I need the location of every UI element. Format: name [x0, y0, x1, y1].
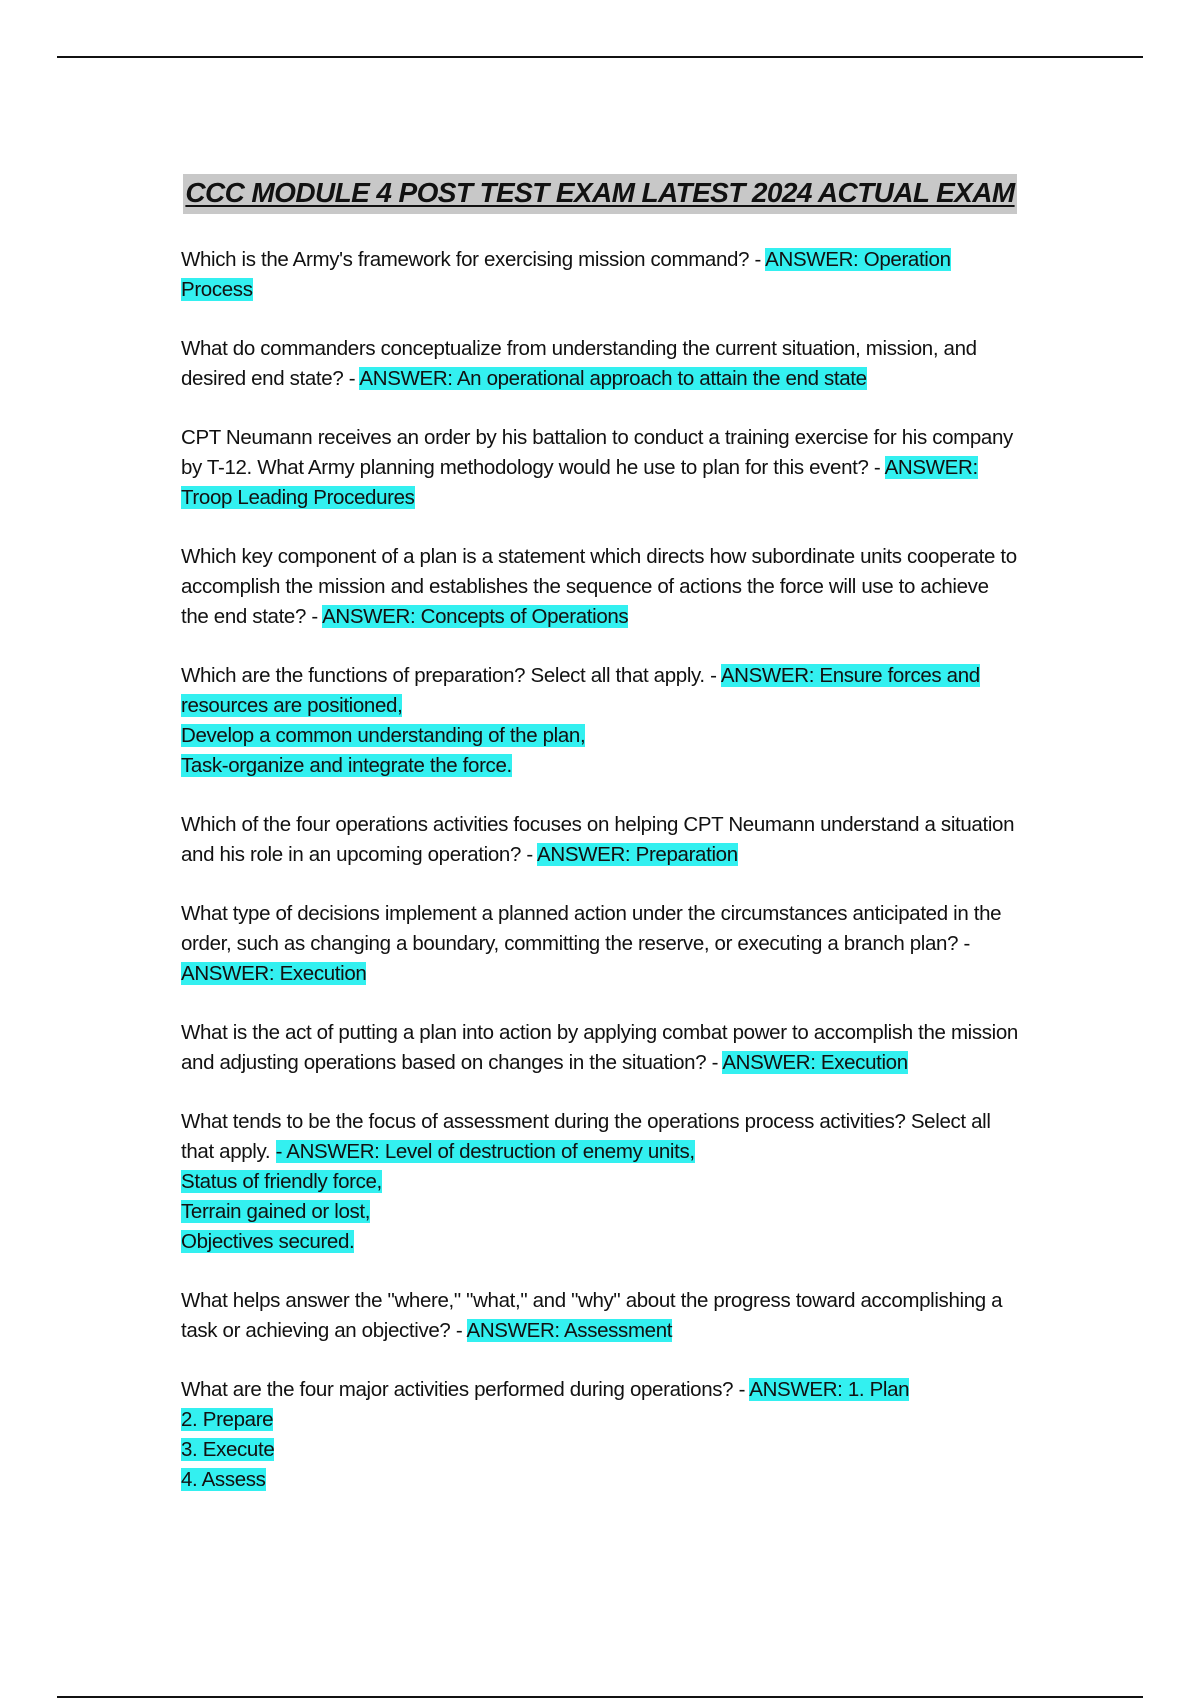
question-text: What tends to be the focus of assessment during the operations process activities? Select all that apply.: [181, 1110, 991, 1163]
question-item: [181, 245, 1021, 305]
answer-highlight: ANSWER: Execution: [181, 962, 367, 985]
answer-line: Develop a common understanding of the plan,: [181, 724, 586, 747]
question-item: [181, 423, 1021, 513]
answer-line: 4. Assess: [181, 1468, 266, 1491]
question-item: [181, 334, 1021, 394]
question-text: Which are the functions of preparation? Select all that apply. -: [181, 664, 721, 687]
bottom-page-rule: [57, 1696, 1143, 1698]
answer-highlight: ANSWER: 1. Plan: [749, 1378, 910, 1401]
answer-line: Objectives secured.: [181, 1230, 355, 1253]
answer-highlight: ANSWER: Troop Leading Procedures: [181, 456, 978, 509]
answer-highlight: ANSWER: Preparation: [537, 843, 738, 866]
answer-line: 2. Prepare: [181, 1408, 274, 1431]
answer-line: Status of friendly force,: [181, 1170, 382, 1193]
question-text: What helps answer the "where," "what," and "why" about the progress toward accomplishing a task or achieving an objective? -: [181, 1289, 1003, 1342]
question-item: [181, 810, 1021, 870]
question-item: [181, 1286, 1021, 1346]
question-text: What type of decisions implement a planned action under the circumstances anticipated in the order, such as changing a boundary, committing the reserve, or executing a branch plan? -: [181, 902, 1002, 955]
answer-line: Task-organize and integrate the force.: [181, 754, 512, 777]
answer-highlight: ANSWER: Assessment: [466, 1319, 673, 1342]
top-page-rule: [57, 56, 1143, 58]
question-text: CPT Neumann receives an order by his battalion to conduct a training exercise for his company by T-12. What Army planning methodology would he use to plan for this event? -: [181, 426, 1013, 479]
question-text: What do commanders conceptualize from understanding the current situation, mission, and desired end state? -: [181, 337, 977, 390]
document-title: CCC MODULE 4 POST TEST EXAM LATEST 2024 ACTUAL EXAM: [183, 174, 1016, 214]
question-item: [181, 899, 1021, 989]
question-text: Which key component of a plan is a statement which directs how subordinate units cooperate to accomplish the mission and establishes the sequence of actions the force will use to achieve the end state? -: [181, 545, 1017, 628]
answer-highlight: ANSWER: An operational approach to attain the end state: [359, 367, 867, 390]
answer-highlight: ANSWER: Operation Process: [181, 248, 951, 301]
question-text: Which is the Army's framework for exercising mission command? -: [181, 248, 766, 271]
answer-highlight: - ANSWER: Level of destruction of enemy units,: [275, 1140, 695, 1163]
answer-highlight: ANSWER: Concepts of Operations: [322, 605, 629, 628]
question-text: What are the four major activities performed during operations? -: [181, 1378, 750, 1401]
question-answer-list: [181, 245, 1021, 1524]
question-text: What is the act of putting a plan into action by applying combat power to accomplish the mission and adjusting operations based on changes in the situation? -: [181, 1021, 1018, 1074]
answer-highlight: ANSWER: Execution: [722, 1051, 908, 1074]
answer-highlight: ANSWER: Ensure forces and resources are positioned,: [181, 664, 980, 717]
title-container: [0, 174, 1200, 214]
question-item: [181, 542, 1021, 632]
answer-line: 3. Execute: [181, 1438, 275, 1461]
answer-line: Terrain gained or lost,: [181, 1200, 371, 1223]
question-item: [181, 1107, 1021, 1257]
question-text: Which of the four operations activities focuses on helping CPT Neumann understand a situation and his role in an upcoming operation? -: [181, 813, 1015, 866]
question-item: [181, 661, 1021, 781]
question-item: [181, 1018, 1021, 1078]
question-item: [181, 1375, 1021, 1495]
